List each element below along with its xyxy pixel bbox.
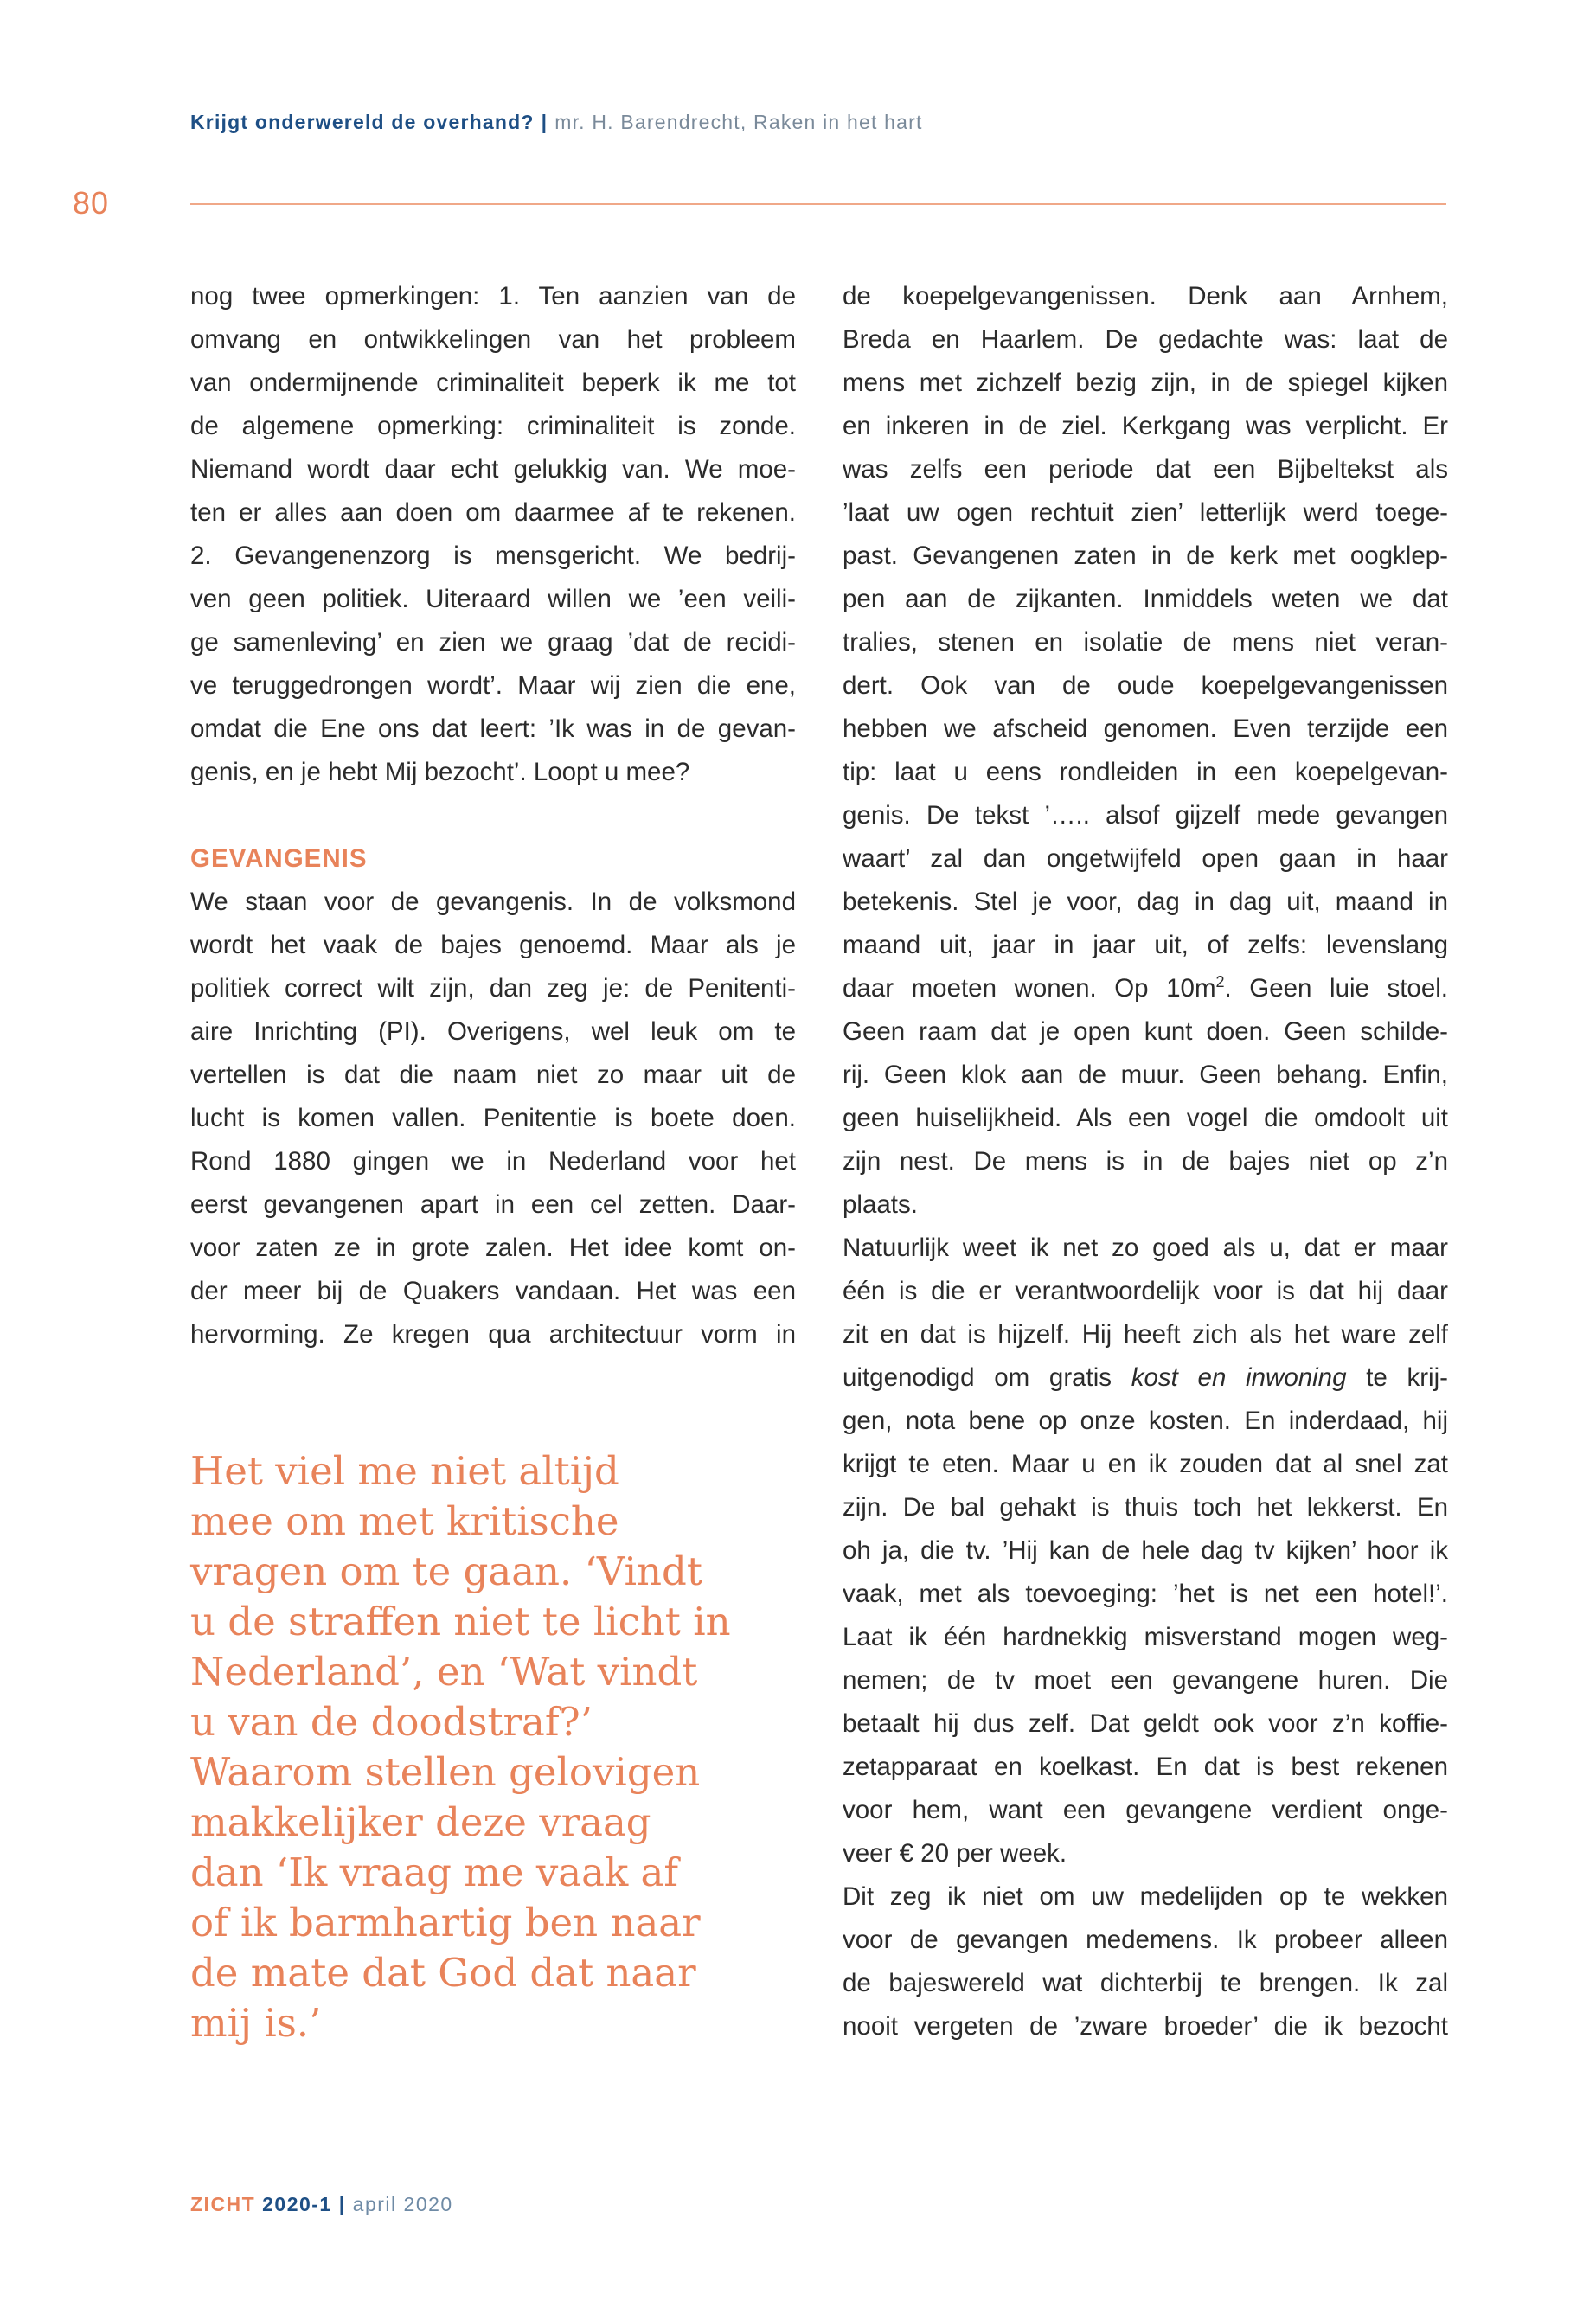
text-line: dan ‘Ik vraag me vaak af bbox=[190, 1849, 679, 1895]
text-line: Het viel me niet altijd bbox=[190, 1448, 619, 1494]
header-separator: | bbox=[541, 111, 548, 133]
text-line: van ondermijnende criminaliteit beperk ik me tot bbox=[190, 369, 796, 397]
text-line: aire Inrichting (PI). Overigens, wel leuk om te bbox=[190, 1017, 796, 1046]
right-column-paragraph-2a bbox=[843, 1227, 1448, 1356]
text-line: wordt het vaak de bajes genoemd. Maar als je bbox=[190, 931, 796, 959]
header-rule bbox=[190, 203, 1446, 205]
text-line: en inkeren in de ziel. Kerkgang was verplicht. Er bbox=[843, 412, 1448, 440]
text-line: dert. Ook van de oude koepelgevangenissen bbox=[843, 671, 1448, 700]
text-line: krijgt te eten. Maar u en ik zouden dat al snel zat bbox=[843, 1450, 1448, 1478]
text-line: We staan voor de gevangenis. In de volksmond bbox=[190, 888, 796, 916]
text-line: zijn. De bal gehakt is thuis toch het lekkerst. En bbox=[843, 1493, 1448, 1522]
text-line: of ik barmhartig ben naar bbox=[190, 1900, 701, 1945]
italic-line bbox=[843, 1356, 1448, 1400]
text-line: u de straffen niet te licht in bbox=[190, 1599, 731, 1644]
text-line: makkelijker deze vraag bbox=[190, 1799, 651, 1845]
text-line: Niemand wordt daar echt gelukkig van. We moe- bbox=[190, 455, 796, 484]
text-line: Rond 1880 gingen we in Nederland voor het bbox=[190, 1147, 796, 1176]
text-line: zit en dat is hijzelf. Hij heeft zich als het ware zelf bbox=[843, 1320, 1448, 1349]
area-line-after: . Geen luie stoel. bbox=[1224, 974, 1448, 1003]
text-line: omvang en ontwikkelingen van het probleem bbox=[190, 325, 796, 354]
text-line: betekenis. Stel je voor, dag in dag uit, maand in bbox=[843, 888, 1448, 916]
text-line: tralies, stenen en isolatie de mens niet veran- bbox=[843, 628, 1448, 657]
text-line: ’laat uw ogen rechtuit zien’ letterlijk werd toege- bbox=[843, 498, 1448, 527]
header-title: Krijgt onderwereld de overhand? bbox=[190, 111, 535, 133]
text-line: vragen om te gaan. ‘Vindt bbox=[190, 1548, 702, 1594]
italic-line-before: uitgenodigd om gratis bbox=[843, 1363, 1131, 1392]
text-line: der meer bij de Quakers vandaan. Het was een bbox=[190, 1277, 796, 1305]
text-line: nooit vergeten de ’zware broeder’ die ik bezocht bbox=[843, 2012, 1448, 2041]
footer-magazine: ZICHT bbox=[190, 2193, 256, 2215]
text-line: Dit zeg ik niet om uw medelijden op te wekken bbox=[843, 1882, 1448, 1911]
text-line: ve teruggedrongen wordt’. Maar wij zien die ene, bbox=[190, 671, 796, 700]
text-line: nemen; de tv moet een gevangene huren. Die bbox=[843, 1666, 1448, 1695]
text-line: genis, en je hebt Mij bezocht’. Loopt u mee? bbox=[190, 758, 690, 786]
right-column-paragraph-2b bbox=[843, 1400, 1448, 1832]
text-line: maand uit, jaar in jaar uit, of zelfs: levenslang bbox=[843, 931, 1448, 959]
text-line: vaak, met als toevoeging: ’het is net een hotel!’. bbox=[843, 1580, 1448, 1608]
text-line: hebben we afscheid genomen. Even terzijde een bbox=[843, 715, 1448, 743]
text-line: Laat ik één hardnekkig misverstand mogen weg- bbox=[843, 1623, 1448, 1651]
text-line: eerst gevangenen apart in een cel zetten. Daar- bbox=[190, 1190, 796, 1219]
paragraph-2-last-line: veer € 20 per week. bbox=[843, 1839, 1067, 1868]
text-line: ge samenleving’ en zien we graag ’dat de recidi- bbox=[190, 628, 796, 657]
text-line: mee om met kritische bbox=[190, 1498, 619, 1544]
text-line: past. Gevangenen zaten in de kerk met oogklep- bbox=[843, 542, 1448, 570]
page-number: 80 bbox=[73, 185, 110, 221]
right-column bbox=[843, 275, 1448, 2048]
text-line: één is die er verantwoordelijk voor is dat hij daar bbox=[843, 1277, 1448, 1305]
text-line: waart’ zal dan ongetwijfeld open gaan in haar bbox=[843, 844, 1448, 873]
text-line: de bajeswereld wat dichterbij te brengen. Ik zal bbox=[843, 1969, 1448, 1997]
text-line: tip: laat u eens rondleiden in een koepelgevan- bbox=[843, 758, 1448, 786]
left-column-intro bbox=[190, 275, 796, 794]
text-line: lucht is komen vallen. Penitentie is boete doen. bbox=[190, 1104, 796, 1132]
text-line: gen, nota bene op onze kosten. En inderdaad, hij bbox=[843, 1407, 1448, 1435]
section-heading: GEVANGENIS bbox=[190, 844, 368, 873]
right-column-paragraph-1b bbox=[843, 1010, 1448, 1183]
text-line: mens met zichzelf bezig zijn, in de spiegel kijken bbox=[843, 369, 1448, 397]
area-line-before: daar moeten wonen. Op 10m bbox=[843, 974, 1216, 1003]
text-line: Natuurlijk weet ik net zo goed als u, dat er maar bbox=[843, 1234, 1448, 1262]
footer-issue: 2020-1 bbox=[262, 2193, 332, 2215]
italic-phrase: kost en inwoning bbox=[1131, 1363, 1347, 1392]
text-line: u van de doodstraf?’ bbox=[190, 1699, 593, 1745]
text-line: omdat die Ene ons dat leert: ’Ik was in de gevan- bbox=[190, 715, 796, 743]
pull-quote-text bbox=[190, 1446, 813, 2048]
text-line: voor de gevangen medemens. Ik probeer alleen bbox=[843, 1926, 1448, 1954]
text-line: geen huiselijkheid. Als een vogel die omdoolt uit bbox=[843, 1104, 1448, 1132]
paragraph-1-last-line: plaats. bbox=[843, 1190, 918, 1219]
area-line bbox=[843, 967, 1448, 1010]
italic-line-after: te krij- bbox=[1346, 1363, 1448, 1392]
text-line: vertellen is dat die naam niet zo maar uit de bbox=[190, 1061, 796, 1089]
text-line: oh ja, die tv. ’Hij kan de hele dag tv kijken’ hoor ik bbox=[843, 1536, 1448, 1565]
area-superscript: 2 bbox=[1215, 973, 1225, 991]
text-line: Nederland’, en ‘Wat vindt bbox=[190, 1649, 698, 1695]
text-line: Geen raam dat je open kunt doen. Geen schilde- bbox=[843, 1017, 1448, 1046]
text-line: mij is.’ bbox=[190, 2000, 322, 2046]
text-line: Waarom stellen gelovigen bbox=[190, 1749, 701, 1795]
header-subtitle: mr. H. Barendrecht, Raken in het hart bbox=[554, 111, 923, 133]
text-line: voor zaten ze in grote zalen. Het idee komt on- bbox=[190, 1234, 796, 1262]
text-line: politiek correct wilt zijn, dan zeg je: de Penitenti- bbox=[190, 974, 796, 1003]
pull-quote bbox=[190, 1446, 813, 2048]
footer bbox=[190, 2193, 453, 2216]
text-line: Breda en Haarlem. De gedachte was: laat de bbox=[843, 325, 1448, 354]
text-line: zijn nest. De mens is in de bajes niet op z’n bbox=[843, 1147, 1448, 1176]
left-column bbox=[190, 275, 796, 1356]
left-column-section-body bbox=[190, 881, 796, 1356]
text-line: genis. De tekst ’….. alsof gijzelf mede gevangen bbox=[843, 801, 1448, 830]
text-line: zetapparaat en koelkast. En dat is best rekenen bbox=[843, 1753, 1448, 1781]
text-line: pen aan de zijkanten. Inmiddels weten we dat bbox=[843, 585, 1448, 613]
text-line: de koepelgevangenissen. Denk aan Arnhem, bbox=[843, 282, 1448, 311]
text-line: de mate dat God dat naar bbox=[190, 1950, 696, 1996]
text-line: ven geen politiek. Uiteraard willen we ’een veili- bbox=[190, 585, 796, 613]
right-column-paragraph-3 bbox=[843, 1875, 1448, 2048]
text-line: rij. Geen klok aan de muur. Geen behang. Enfin, bbox=[843, 1061, 1448, 1089]
text-line: hervorming. Ze kregen qua architectuur vorm in bbox=[190, 1320, 796, 1349]
section-spacer bbox=[190, 794, 796, 837]
text-line: nog twee opmerkingen: 1. Ten aanzien van de bbox=[190, 282, 796, 311]
text-line: de algemene opmerking: criminaliteit is zonde. bbox=[190, 412, 796, 440]
text-line: betaalt hij dus zelf. Dat geldt ook voor z’n koffie- bbox=[843, 1709, 1448, 1738]
footer-date: april 2020 bbox=[352, 2193, 453, 2215]
text-line: 2. Gevangenenzorg is mensgericht. We bedrij- bbox=[190, 542, 796, 570]
text-line: voor hem, want een gevangene verdient onge- bbox=[843, 1796, 1448, 1824]
text-line: was zelfs een periode dat een Bijbeltekst als bbox=[843, 455, 1448, 484]
running-header bbox=[190, 111, 923, 134]
right-column-paragraph-1a bbox=[843, 275, 1448, 967]
footer-separator: | bbox=[338, 2193, 346, 2215]
text-line: ten er alles aan doen om daarmee af te rekenen. bbox=[190, 498, 796, 527]
